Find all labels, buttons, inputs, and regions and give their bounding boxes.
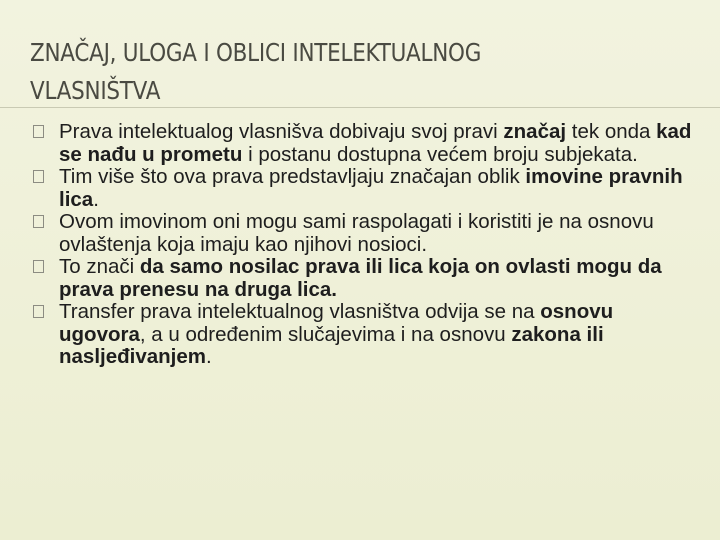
square-bullet-icon <box>33 260 44 273</box>
bullet-text-segment: Prava intelektualog vlasnišva dobivaju svoj pravi <box>59 120 504 143</box>
bullet-text-emphasis: značaj <box>503 120 567 143</box>
bullet-text-segment: Ovom imovinom oni mogu sami raspolagati i koristiti je na osnovu ovlaštenja koja imaju kao njihovi nosioci. <box>59 210 654 256</box>
bullet-text-emphasis: kad se nađu u prometu <box>59 120 692 166</box>
bullet-text <box>59 300 613 368</box>
bullet-text-segment: To znači <box>59 255 140 278</box>
square-bullet-icon <box>33 305 44 318</box>
bullet-list <box>33 121 703 369</box>
bullet-item <box>33 166 703 211</box>
title-divider <box>0 107 720 108</box>
bullet-text-emphasis: imovine pravnih lica <box>59 165 683 211</box>
bullet-text-segment: Transfer prava intelektualnog vlasništva odvija se na <box>59 300 541 323</box>
bullet-text-segment: , a u određenim slučajevima i na osnovu <box>139 322 512 346</box>
bullet-text-segment: Tim više što ova prava predstavljaju značajan oblik <box>59 165 526 188</box>
bullet-text-segment: . <box>93 187 99 211</box>
bullet-item <box>33 301 703 369</box>
bullet-text-emphasis: zakona ili nasljeđivanjem <box>59 322 604 368</box>
square-bullet-icon <box>33 215 44 228</box>
bullet-text-segment: . <box>205 345 212 368</box>
square-bullet-icon <box>33 170 44 183</box>
square-bullet-icon <box>33 125 44 138</box>
bullet-text-segment: tek onda <box>566 120 657 143</box>
bullet-text <box>59 210 654 256</box>
bullet-text-segment: i postanu dostupna većem broju subjekata. <box>242 142 638 166</box>
bullet-text-emphasis: da samo nosilac prava ili lica koja on ovlasti mogu da prava prenesu na druga lica. <box>59 255 662 301</box>
bullet-text <box>59 165 683 211</box>
bullet-item <box>33 121 703 166</box>
bullet-text-emphasis: osnovu ugovora <box>59 300 614 346</box>
bullet-text <box>59 255 662 301</box>
bullet-text <box>59 120 691 166</box>
bullet-item <box>33 256 703 301</box>
bullet-item <box>33 211 703 256</box>
slide-title: ZNAČAJ, ULOGA I OBLICI INTELEKTUALNOG VLASNIŠTVA <box>30 38 482 105</box>
